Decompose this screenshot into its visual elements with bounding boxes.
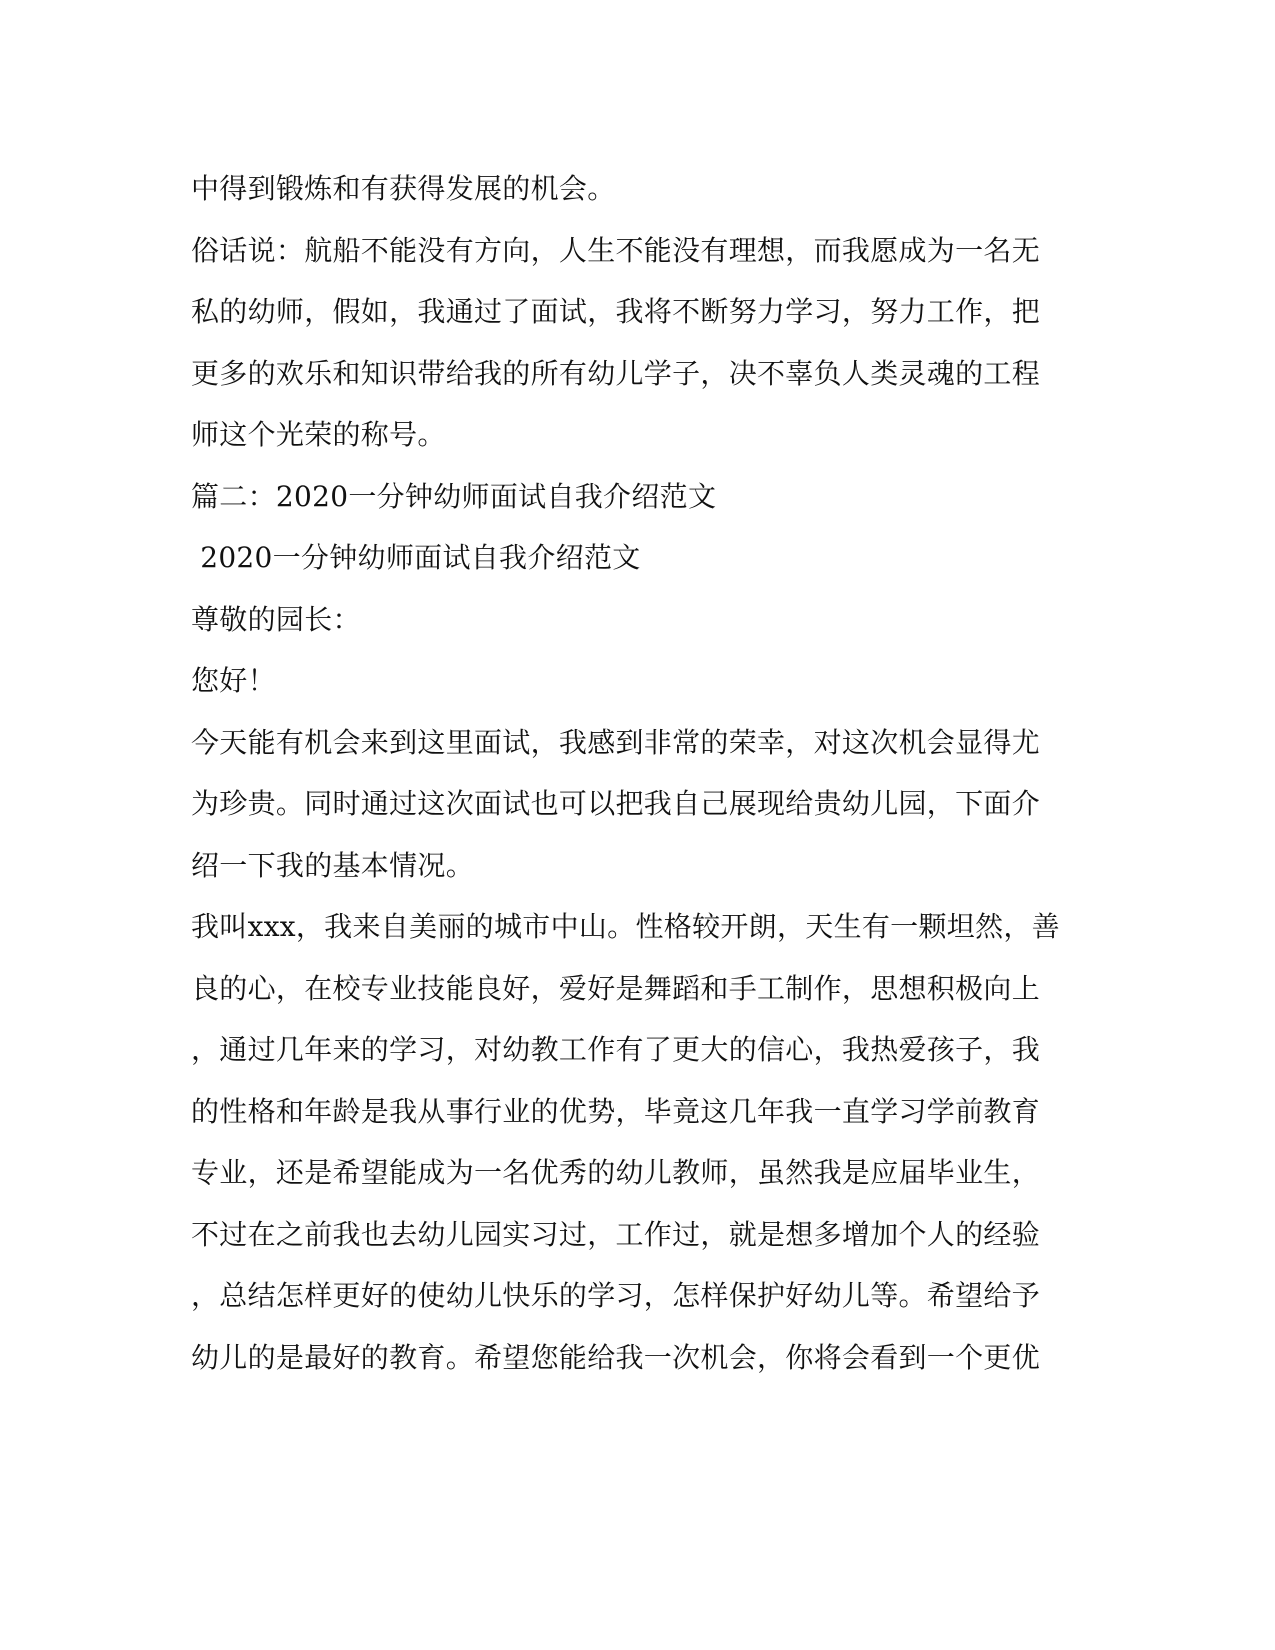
- text-line: 更多的欢乐和知识带给我的所有幼儿学子，决不辜负人类灵魂的工程: [191, 357, 1041, 390]
- text-line: ，总结怎样更好的使幼儿快乐的学习，怎样保护好幼儿等。希望给予: [191, 1279, 1041, 1312]
- text-line: ，通过几年来的学习，对幼教工作有了更大的信心，我热爱孩子，我: [191, 1033, 1041, 1066]
- text-line: 俗话说：航船不能没有方向，人生不能没有理想，而我愿成为一名无: [191, 234, 1041, 267]
- text-line: 专业，还是希望能成为一名优秀的幼儿教师，虽然我是应届毕业生，: [191, 1156, 1041, 1189]
- greeting: 您好！: [191, 664, 276, 697]
- text-line: 师这个光荣的称号。: [191, 418, 446, 451]
- text-line: 绍一下我的基本情况。: [191, 849, 475, 882]
- text-line: 我叫xxx，我来自美丽的城市中山。性格较开朗，天生有一颗坦然，善: [191, 910, 1060, 943]
- text-line: 的性格和年龄是我从事行业的优势，毕竟这几年我一直学习学前教育: [191, 1095, 1041, 1128]
- article-title: 2020一分钟幼师面试自我介绍范文: [191, 541, 641, 574]
- text-line: 良的心，在校专业技能良好，爱好是舞蹈和手工制作，思想积极向上: [191, 972, 1041, 1005]
- text-line: 私的幼师，假如，我通过了面试，我将不断努力学习，努力工作，把: [191, 295, 1041, 328]
- text-line: 幼儿的是最好的教育。希望您能给我一次机会，你将会看到一个更优: [191, 1341, 1041, 1374]
- text-line: 为珍贵。同时通过这次面试也可以把我自己展现给贵幼儿园，下面介: [191, 787, 1041, 820]
- salutation: 尊敬的园长：: [191, 603, 361, 636]
- text-line: 今天能有机会来到这里面试，我感到非常的荣幸，对这次机会显得尤: [191, 726, 1041, 759]
- text-line: 中得到锻炼和有获得发展的机会。: [191, 172, 616, 205]
- text-line: 不过在之前我也去幼儿园实习过，工作过，就是想多增加个人的经验: [191, 1218, 1041, 1251]
- section-heading: 篇二：2020一分钟幼师面试自我介绍范文: [191, 480, 717, 513]
